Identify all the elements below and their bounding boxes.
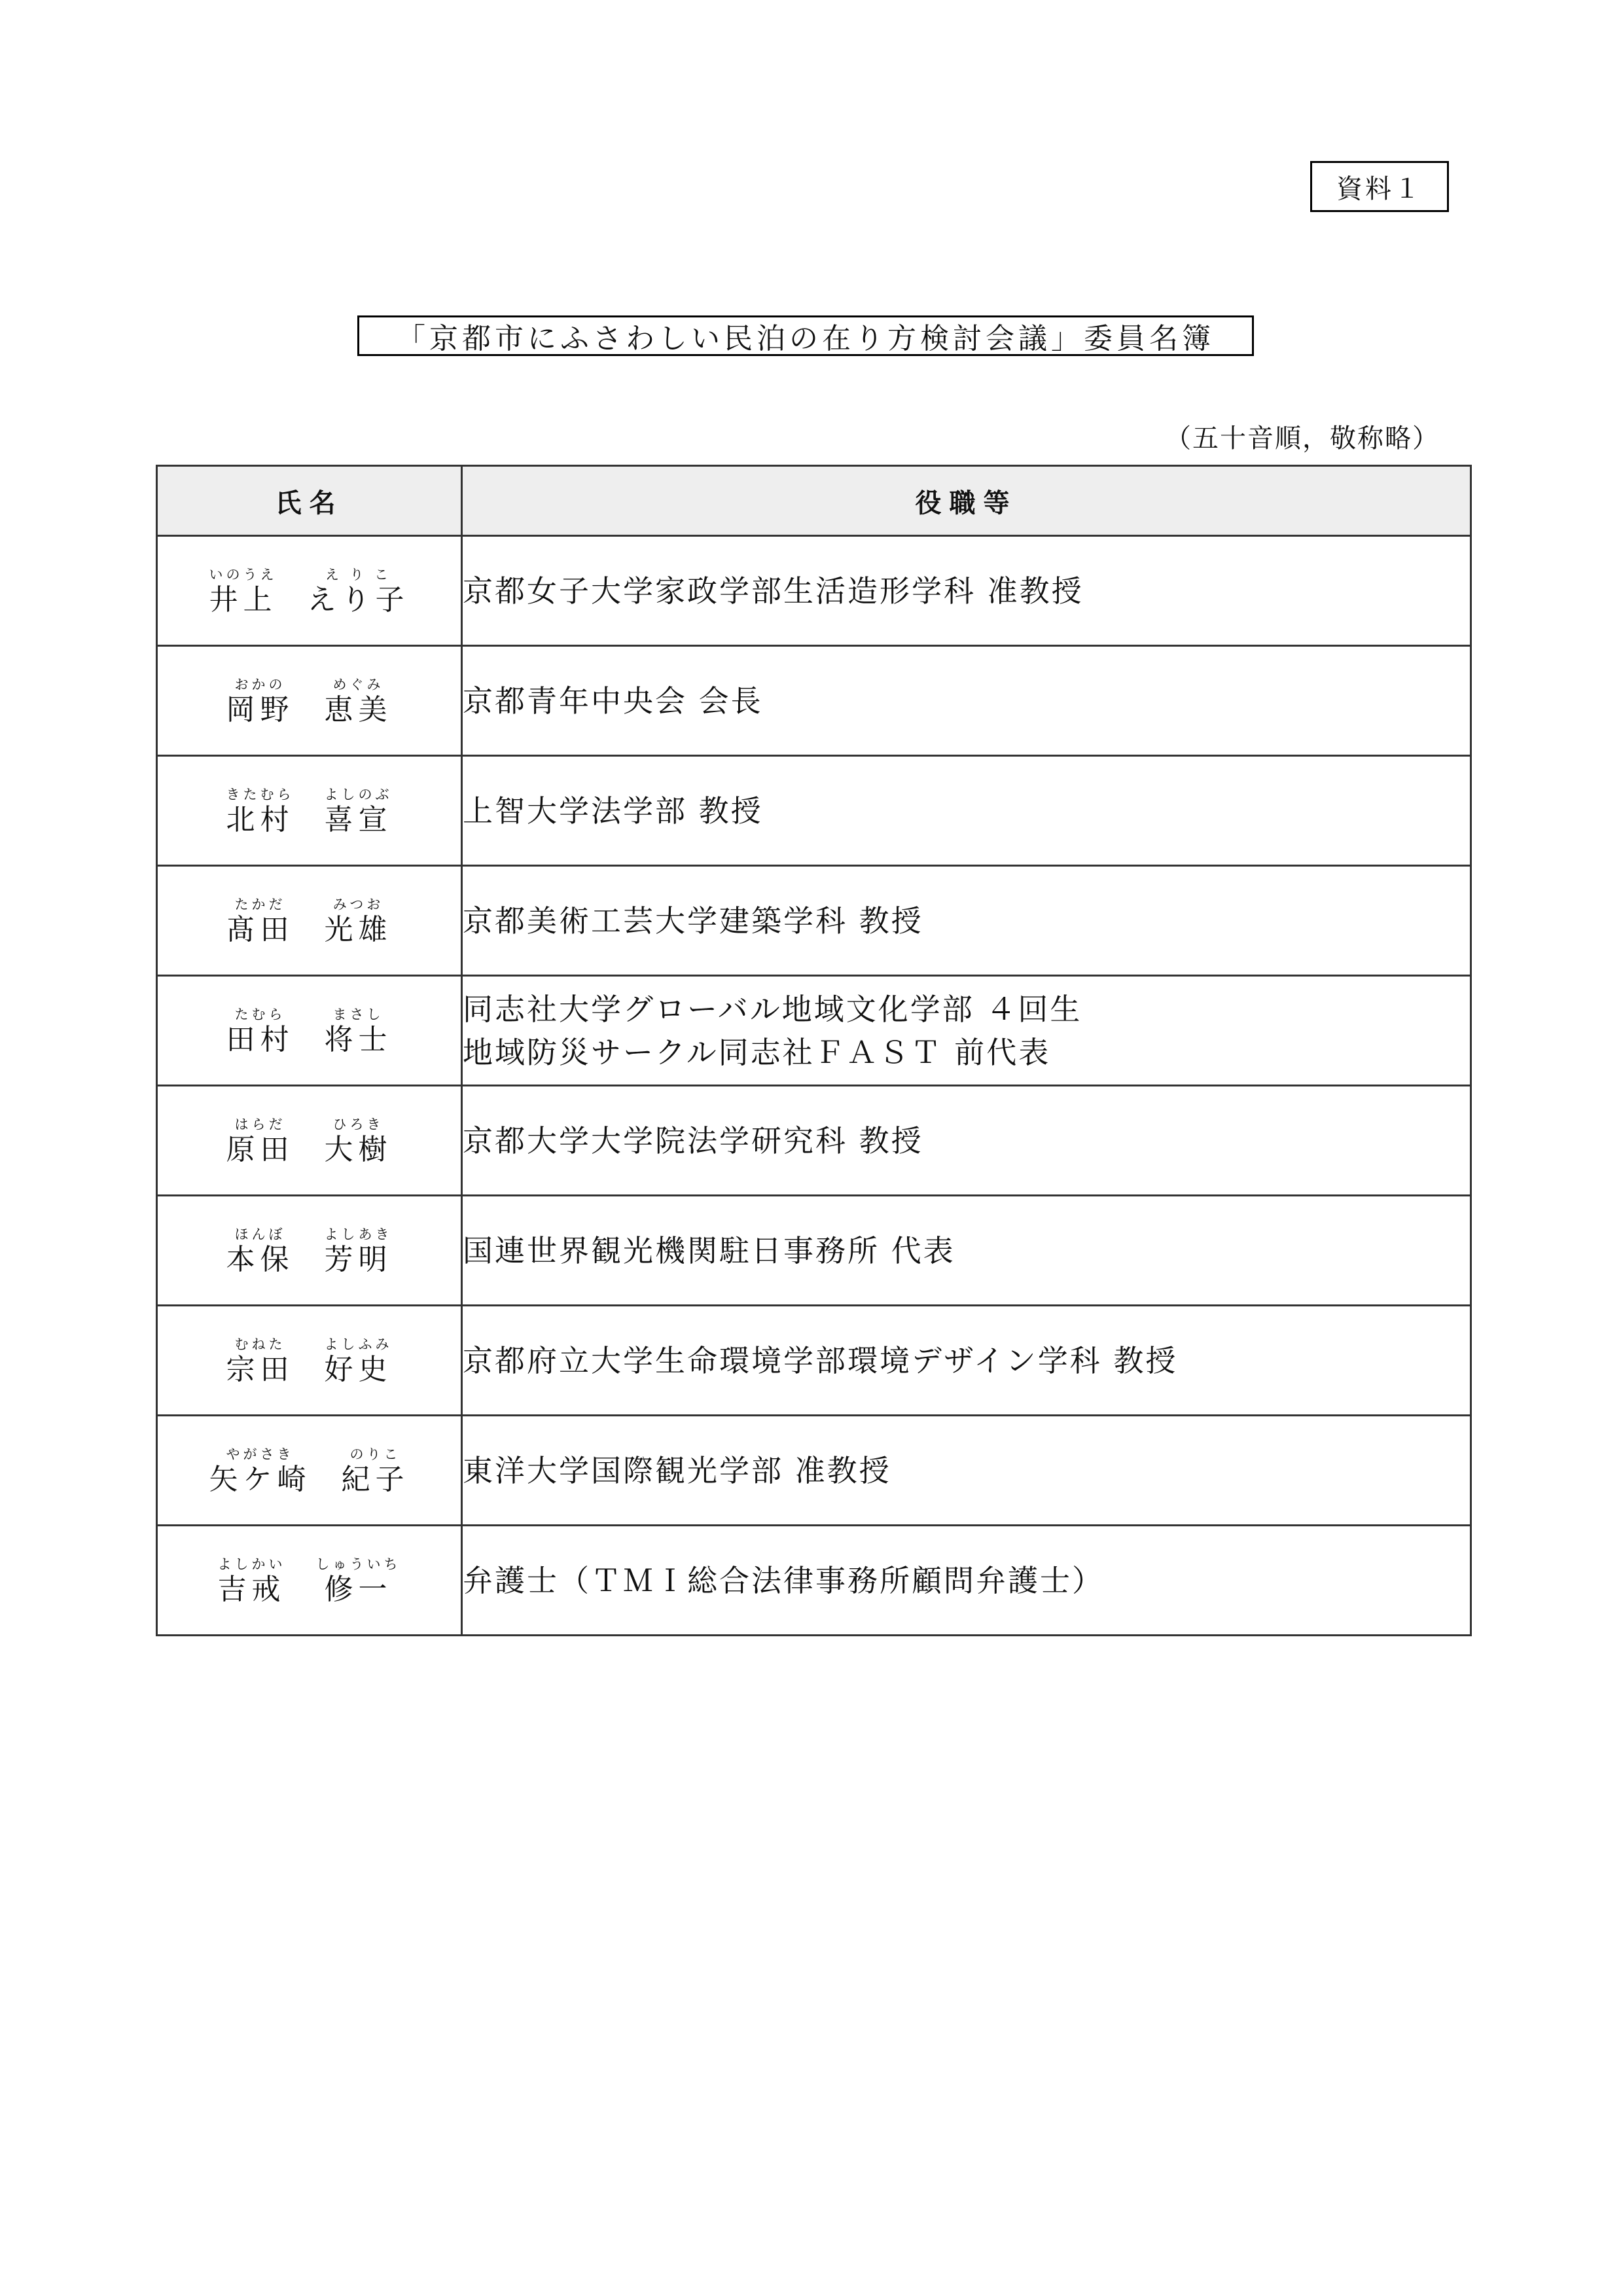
family-name-reading: おかの — [234, 676, 286, 692]
family-name-reading: ほんぼ — [234, 1226, 286, 1242]
family-name: 宗田 — [226, 1352, 294, 1386]
family-name-reading: やがさき — [226, 1446, 294, 1462]
member-name-cell — [157, 866, 462, 976]
family-name: 岡野 — [226, 692, 294, 726]
member-role-cell — [462, 756, 1471, 866]
member-name-cell — [157, 1086, 462, 1196]
role-line: 京都女子大学家政学部生活造形学科 准教授 — [463, 573, 1084, 609]
member-role-cell — [462, 646, 1471, 756]
table-row — [157, 536, 1471, 646]
table-row — [157, 1416, 1471, 1526]
family-name-reading: たむら — [234, 1006, 286, 1022]
family-name: 井上 — [209, 583, 277, 617]
family-name-reading: いのうえ — [209, 566, 277, 583]
member-role-cell — [462, 1416, 1471, 1526]
member-role-cell — [462, 1306, 1471, 1416]
family-name-reading: はらだ — [234, 1116, 286, 1132]
member-name-cell — [157, 756, 462, 866]
given-name-reading: よしふみ — [324, 1336, 393, 1352]
member-role-cell — [462, 976, 1471, 1086]
given-name-reading: よしのぶ — [324, 786, 393, 802]
table-row — [157, 1306, 1471, 1416]
role-line: 京都青年中央会 会長 — [463, 683, 763, 719]
member-role-cell — [462, 866, 1471, 976]
family-name: 吉戒 — [217, 1572, 286, 1606]
role-line: 京都大学大学院法学研究科 教授 — [463, 1122, 923, 1158]
member-role-cell — [462, 1526, 1471, 1636]
given-name-reading: のりこ — [349, 1446, 401, 1462]
family-name: 髙田 — [226, 912, 294, 946]
given-name-reading: え り こ — [325, 566, 392, 583]
family-name: 北村 — [226, 802, 294, 836]
member-role-cell — [462, 1196, 1471, 1306]
member-name-cell — [157, 1306, 462, 1416]
given-name-reading: めぐみ — [332, 676, 384, 692]
member-name-cell — [157, 976, 462, 1086]
family-name-reading: よしかい — [217, 1556, 286, 1572]
member-name-cell — [157, 1526, 462, 1636]
role-line: 東洋大学国際観光学部 准教授 — [463, 1452, 891, 1488]
given-name: 紀子 — [341, 1462, 410, 1496]
table-row — [157, 1196, 1471, 1306]
table-row — [157, 1086, 1471, 1196]
given-name: 芳明 — [324, 1242, 393, 1276]
given-name: 修一 — [324, 1572, 393, 1606]
given-name-reading: みつお — [332, 896, 384, 912]
family-name: 原田 — [226, 1132, 294, 1166]
ordering-note: （五十音順，敬称略） — [1165, 423, 1440, 454]
family-name: 本保 — [226, 1242, 294, 1276]
role-line: 上智大学法学部 教授 — [463, 793, 763, 829]
member-role-cell — [462, 1086, 1471, 1196]
given-name-reading: よしあき — [324, 1226, 393, 1242]
given-name-reading: しゅういち — [315, 1556, 401, 1572]
family-name-reading: むねた — [234, 1336, 286, 1352]
name-column-header: 氏名 — [157, 466, 462, 536]
table-row — [157, 1526, 1471, 1636]
document-title: 「京都市にふさわしい民泊の在り方検討会議」委員名簿 — [357, 315, 1254, 356]
given-name: 喜宣 — [324, 802, 393, 836]
family-name-reading: きたむら — [226, 786, 294, 802]
member-name-cell — [157, 646, 462, 756]
member-name-cell — [157, 1196, 462, 1306]
member-name-cell — [157, 536, 462, 646]
role-line: 京都美術工芸大学建築学科 教授 — [463, 903, 923, 939]
family-name-reading: たかだ — [234, 896, 286, 912]
role-line: 同志社大学グローバル地域文化学部 ４回生 — [463, 991, 1082, 1027]
table-row — [157, 756, 1471, 866]
table-row — [157, 646, 1471, 756]
role-line: 地域防災サークル同志社ＦＡＳＴ 前代表 — [463, 1034, 1051, 1070]
family-name: 田村 — [226, 1022, 294, 1056]
given-name: 将士 — [324, 1022, 393, 1056]
member-name-cell — [157, 1416, 462, 1526]
given-name: えり子 — [307, 583, 410, 617]
given-name: 好史 — [324, 1352, 393, 1386]
given-name-reading: まさし — [332, 1006, 384, 1022]
given-name-reading: ひろき — [332, 1116, 384, 1132]
table-row — [157, 866, 1471, 976]
given-name: 光雄 — [324, 912, 393, 946]
given-name: 大樹 — [324, 1132, 393, 1166]
document-label: 資料１ — [1310, 161, 1449, 212]
table-row — [157, 976, 1471, 1086]
role-column-header: 役職等 — [462, 466, 1471, 536]
member-role-cell — [462, 536, 1471, 646]
member-roster-table — [156, 465, 1472, 1636]
given-name: 恵美 — [324, 692, 393, 726]
role-line: 京都府立大学生命環境学部環境デザイン学科 教授 — [463, 1342, 1178, 1378]
role-line: 弁護士（ＴＭＩ総合法律事務所顧問弁護士） — [463, 1562, 1104, 1598]
role-line: 国連世界観光機関駐日事務所 代表 — [463, 1232, 955, 1268]
header-row — [157, 466, 1471, 536]
family-name: 矢ケ崎 — [209, 1462, 312, 1496]
